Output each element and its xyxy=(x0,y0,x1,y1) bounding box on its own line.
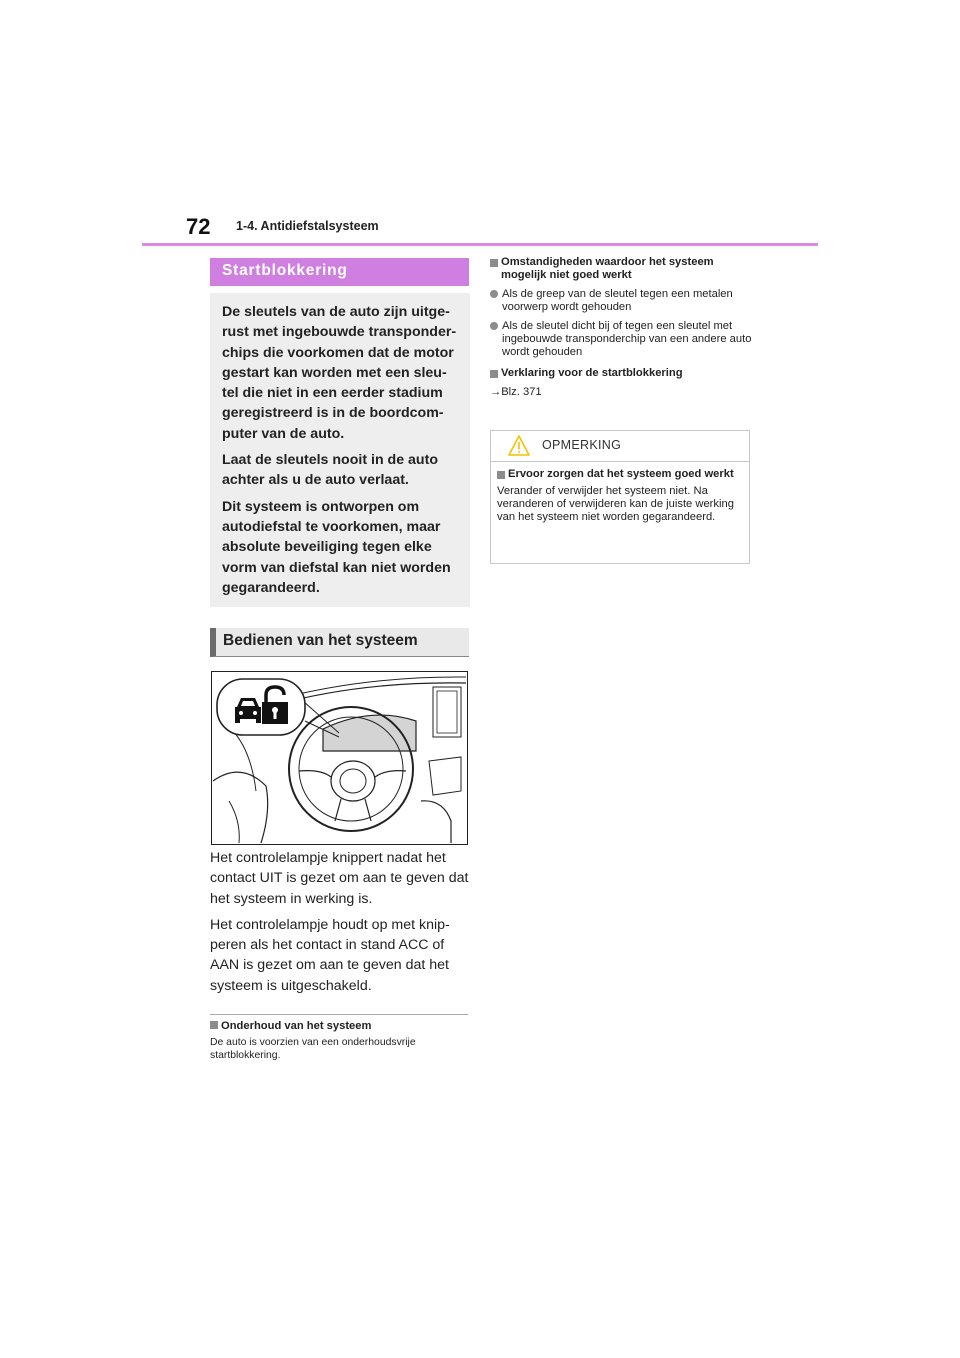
intro-box xyxy=(210,293,470,607)
intro-paragraph: De sleutels van de auto zijn uitge-rust met ingebouwde transponder-chips die voorkomen dat de motor gestart kan worden met een sleu-tel die niet in een eerder stadium geregistreerd is in de boordcom-puter van de auto. xyxy=(222,304,457,442)
divider xyxy=(210,1014,468,1015)
notice-heading: Ervoor zorgen dat het systeem goed werkt xyxy=(497,468,743,481)
operation-paragraph: Het controlelampje knippert nadat het contact UIT is gezet om aan te geven dat het systeem in werking is. xyxy=(210,850,469,907)
notice-header xyxy=(491,431,749,462)
operation-text xyxy=(210,848,472,1002)
notice-text: Verander of verwijder het systeem niet. Na veranderen of verwijderen kan de juiste werking van het systeem niet worden gegarandeerd. xyxy=(497,485,734,523)
notice-box xyxy=(490,430,750,564)
circumstances-heading: Omstandigheden waardoor het systeem mogelijk niet goed werkt xyxy=(490,256,752,282)
section-title-bedienen: Bedienen van het systeem xyxy=(210,628,469,657)
right-column xyxy=(490,256,752,399)
square-bullet-icon xyxy=(490,259,498,267)
intro-paragraph: Dit systeem is ontworpen om autodiefstal te voorkomen, maar absolute beveiliging tegen elke vorm van diefstal kan niet worden gegarandeerd. xyxy=(222,498,451,596)
header-rule xyxy=(142,243,818,246)
warning-icon xyxy=(508,435,530,456)
square-bullet-icon xyxy=(210,1021,218,1029)
notice-content xyxy=(491,462,749,524)
section-title-startblokkering: Startblokkering xyxy=(210,258,469,286)
running-head: 1-4. Antidiefstalsysteem xyxy=(236,219,379,233)
page-reference-link[interactable]: →Blz. 371 xyxy=(490,386,542,398)
bullet-item: Als de sleutel dicht bij of tegen een sleutel met ingebouwde transponderchip van een andere auto wordt gehouden xyxy=(490,320,752,359)
bullet-dot-icon xyxy=(490,290,498,298)
operation-paragraph: Het controlelampje houdt op met knip-peren als het contact in stand ACC of AAN is gezet om aan te geven dat het systeem is uitgeschakeld. xyxy=(210,916,450,994)
intro-paragraph: Laat de sleutels nooit in de auto achter als u de auto verlaat. xyxy=(222,452,438,489)
square-bullet-icon xyxy=(490,370,498,378)
square-bullet-icon xyxy=(497,471,505,479)
bullet-dot-icon xyxy=(490,322,498,330)
explanation-heading: Verklaring voor de startblokkering xyxy=(490,367,752,380)
maintenance-text: De auto is voorzien van een onderhoudsvrije startblokkering. xyxy=(210,1037,416,1061)
dashboard-illustration xyxy=(211,671,468,845)
bullet-item: Als de greep van de sleutel tegen een metalen voorwerp wordt gehouden xyxy=(490,288,752,314)
page-number: 72 xyxy=(186,214,211,239)
notice-title: OPMERKING xyxy=(542,438,622,452)
maintenance-heading: Onderhoud van het systeem xyxy=(210,1020,371,1032)
